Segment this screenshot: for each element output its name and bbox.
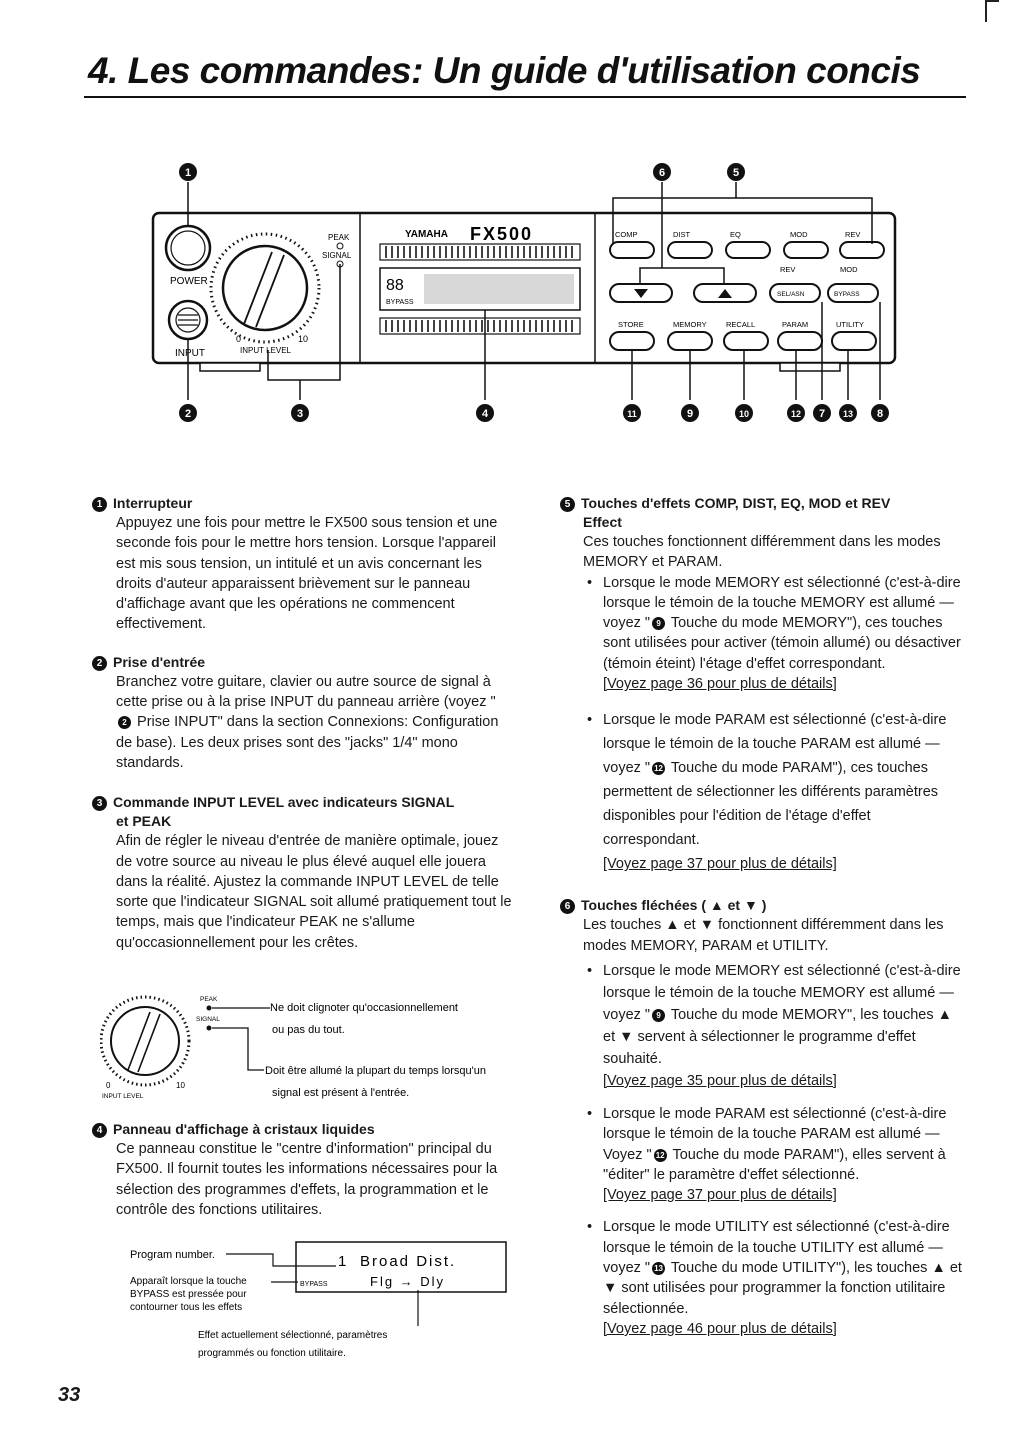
param-button <box>778 332 822 350</box>
left-column <box>92 494 512 953</box>
svg-text:BYPASS est pressée pour: BYPASS est pressée pour <box>130 1289 247 1300</box>
lcd-bypass: BYPASS <box>386 299 414 306</box>
svg-text:programmés ou fonction utilita: programmés ou fonction utilitaire. <box>198 1348 346 1359</box>
svg-text:7: 7 <box>818 408 826 420</box>
peak-led <box>337 243 343 249</box>
svg-text:0: 0 <box>236 334 242 344</box>
input-level-label: INPUT LEVEL <box>240 346 291 355</box>
svg-text:DIST: DIST <box>673 230 691 239</box>
svg-text:12: 12 <box>790 409 802 419</box>
svg-text:MOD: MOD <box>840 265 858 274</box>
svg-text:9: 9 <box>686 408 694 420</box>
power-label: POWER <box>170 276 208 287</box>
section-3: 3 Commande INPUT LEVEL avec indicateurs SIGNAL et PEAK Afin de régler le niveau d'entrée de manière optimale, jouez de votre source au niveau le plus élevé auquel elle jouera dans la réalité. Ajustez la commande INPUT LEVEL de telle sorte que l'indicateur SIGNAL soit allumé pratiquement tout le temps, mais que l'indicateur PEAK ne s'allume qu'occasionnellement pour les crêtes. <box>92 793 512 953</box>
svg-text:10: 10 <box>738 409 750 419</box>
lcd-figure <box>128 1238 518 1368</box>
peak-label: PEAK <box>328 233 350 242</box>
see-page-36[interactable]: [Voyez page 36 pour plus de détails] <box>603 676 837 693</box>
svg-text:PEAK: PEAK <box>200 996 218 1003</box>
svg-text:REV: REV <box>780 265 796 274</box>
svg-text:3: 3 <box>296 408 304 420</box>
utility-button <box>832 332 876 350</box>
page-title: 4. Les commandes: Un guide d'utilisation concis <box>88 50 921 91</box>
svg-text:2: 2 <box>184 408 192 420</box>
dist-button <box>668 242 712 258</box>
svg-text:COMP: COMP <box>615 230 638 239</box>
section-5-bullet-2: • Lorsque le mode PARAM est sélectionné (c'est-à-dire lorsque le témoin de la touche PARAM est allumé — voyez " 12 Touche du mode PARAM"), ces touches permettent de sélectionner les différents paramètres disponibles pour l'édition de l'étage d'effet correspondant. [Voyez page 37 pour plus de détails] <box>583 708 968 876</box>
section-1-body: Appuyez une fois pour mettre le FX500 sous tension et une seconde fois pour le mettre hors tension. Lorsque l'appareil est mis sous tension, un intitulé et un avis concernant les droits d'auteur apparaissent brièvement sur le panneau d'affichage avant que les opérations ne commencent effectivement. <box>116 515 498 633</box>
fx500-front-panel-diagram <box>140 160 900 430</box>
fig-peak-note-1: Ne doit clignoter qu'occasionnellement <box>270 1002 458 1014</box>
see-page-37-b[interactable]: [Voyez page 37 pour plus de détails] <box>603 1187 837 1204</box>
svg-text:8: 8 <box>876 408 884 420</box>
section-5-bullet-1: • Lorsque le mode MEMORY est sélectionné (c'est-à-dire lorsque le témoin de la touche MEMORY est allumé — voyez " 9 Touche du mode MEMORY"), ces touches sont utilisées pour activer (témoin allumé) ou désactiver (témoin éteint) l'étage d'effet correspondant. [Voyez page 36 pour plus de détails] <box>583 573 968 695</box>
eq-button <box>726 242 770 258</box>
svg-text:Flg → Dly: Flg → Dly <box>370 1274 446 1289</box>
section-6-bullet-2: • Lorsque le mode PARAM est sélectionné (c'est-à-dire lorsque le témoin de la touche PARAM est allumé — Voyez " 12 Touche du mode PARAM"), elles servent à "éditer" le paramètre d'effet sélectionné. [Voyez page 37 pour plus de détails] <box>583 1104 968 1205</box>
svg-text:SIGNAL: SIGNAL <box>196 1016 220 1023</box>
svg-text:contourner tous les effets: contourner tous les effets <box>130 1302 243 1313</box>
svg-text:0: 0 <box>106 1081 111 1090</box>
lcd-digits: 88 <box>386 277 404 294</box>
section-4: 4 Panneau d'affichage à cristaux liquides Ce panneau constitue le "centre d'information" principal du FX500. Il fournit toutes les informations nécessaires pour la sélection des programmes d'effets, la programmation et le contrôle des fonctions utilitaires. <box>92 1120 512 1220</box>
svg-text:Broad Dist.: Broad Dist. <box>360 1253 457 1270</box>
svg-text:REV: REV <box>845 230 861 239</box>
section-2: 2 Prise d'entrée Branchez votre guitare, clavier ou autre source de signal à cette prise ou à la prise INPUT du panneau arrière (voyez "2 Prise INPUT" dans la section Connexions: Configuration de base). Les deux prises sont des "jacks" 1/4" mono standards. <box>92 653 512 773</box>
svg-text:13: 13 <box>842 409 854 419</box>
input-level-figure <box>100 995 530 1105</box>
svg-text:6: 6 <box>658 167 666 179</box>
crop-mark <box>985 0 987 22</box>
svg-text:5: 5 <box>732 167 740 179</box>
see-page-37[interactable]: [Voyez page 37 pour plus de détails] <box>603 856 837 873</box>
fig-signal-note-1: Doit être allumé la plupart du temps lorsqu'un <box>265 1065 486 1077</box>
brand-label: YAMAHA <box>405 229 448 240</box>
svg-text:Effet actuellement sélectionné: Effet actuellement sélectionné, paramètres <box>198 1330 388 1341</box>
memory-button <box>668 332 712 350</box>
svg-text:EQ: EQ <box>730 230 741 239</box>
section-6-bullet-3: • Lorsque le mode UTILITY est sélectionné (c'est-à-dire lorsque le témoin de la touche UTILITY est allumé — voyez " 13 Touche du mode UTILITY"), les touches ▲ et ▼ sont utilisées pour programmer la fonction utilitaire sélectionnée. [Voyez page 46 pour plus de détails] <box>583 1217 968 1339</box>
section-2-body: Branchez votre guitare, clavier ou autre source de signal à cette prise ou à la prise INPUT du panneau arrière (voyez "2 Prise INPUT" dans la section Connexions: Configuration de base). Les deux prises sont des "jacks" 1/4" mono standards. <box>116 673 499 771</box>
section-3-body: Afin de régler le niveau d'entrée de manière optimale, jouez de votre source au niveau le plus élevé auquel elle jouera dans la réalité. Ajustez la commande INPUT LEVEL de telle sorte que l'indicateur SIGNAL soit allumé pratiquement tout le temps, mais que l'indicateur PEAK ne s'allume qu'occasionnellement pour les crêtes. <box>116 833 512 951</box>
comp-button <box>610 242 654 258</box>
svg-text:SEL/ASN: SEL/ASN <box>777 291 805 298</box>
see-page-46[interactable]: [Voyez page 46 pour plus de détails] <box>603 1320 837 1337</box>
svg-text:BYPASS: BYPASS <box>300 1281 328 1288</box>
signal-label: SIGNAL <box>322 251 352 260</box>
store-button <box>610 332 654 350</box>
svg-text:STORE: STORE <box>618 320 644 329</box>
section-1: 1 Interrupteur Appuyez une fois pour mettre le FX500 sous tension et une seconde fois pour le mettre hors tension. Lorsque l'appareil est mis sous tension, un intitulé et un avis concernant les droits d'auteur apparaissent brièvement sur le panneau d'affichage avant que les opérations ne commencent effectivement. <box>92 494 512 635</box>
svg-text:Program number.: Program number. <box>130 1249 215 1261</box>
section-6: 6 Touches fléchées ( ▲ et ▼ ) Les touches ▲ et ▼ fonctionnent différemment dans les modes MEMORY, PARAM et UTILITY. • Lorsque le mode MEMORY est sélectionné (c'est-à-dire lorsque le témoin de la touche MEMORY est allumé — voyez " 9 Touche du mode MEMORY", les touches ▲ et ▼ servent à sélectionner le programme d'effet souhaité. [Voyez page 35 pour plus de détails] • Lorsque le mode PARAM est sélectionné (c'est-à-dire lorsque le témoin de la touche PARAM est allumé — Voyez " 12 Touche du mode PARAM"), elles servent à "éditer" le paramètre d'effet sélectionné. [Voyez page 37 pour plus de détails] • Lorsque le mode UTILITY est sélectionné (c'est-à-dire lorsque le témoin de la touche UTILITY est allumé — voyez " 13 Touche du mode UTILITY"), les touches ▲ et ▼ sont utilisées pour programmer la fonction utilitaire sélectionnée. [Voyez page 46 pour plus de détails] <box>560 896 968 1339</box>
svg-text:RECALL: RECALL <box>726 320 756 329</box>
svg-text:10: 10 <box>176 1081 185 1090</box>
svg-text:UTILITY: UTILITY <box>836 320 864 329</box>
svg-text:INPUT LEVEL: INPUT LEVEL <box>102 1093 144 1100</box>
model-label: FX500 <box>470 224 534 244</box>
section-6-bullet-1: • Lorsque le mode MEMORY est sélectionné (c'est-à-dire lorsque le témoin de la touche MEMORY est allumé — voyez " 9 Touche du mode MEMORY", les touches ▲ et ▼ servent à sélectionner le programme d'effet souhaité. [Voyez page 35 pour plus de détails] <box>583 960 968 1092</box>
page-number: 33 <box>58 1384 81 1406</box>
svg-text:1: 1 <box>184 167 192 179</box>
recall-button <box>724 332 768 350</box>
input-label: INPUT <box>175 348 205 359</box>
svg-text:11: 11 <box>627 409 637 419</box>
svg-text:Apparaît lorsque la touche: Apparaît lorsque la touche <box>130 1276 247 1287</box>
title-underline <box>84 96 966 98</box>
right-column <box>560 494 968 1339</box>
svg-text:10: 10 <box>298 334 309 344</box>
svg-text:BYPASS: BYPASS <box>834 291 860 298</box>
rev-button <box>840 242 884 258</box>
svg-text:4: 4 <box>481 408 489 420</box>
input-level-dial <box>223 246 307 330</box>
see-page-35[interactable]: [Voyez page 35 pour plus de détails] <box>603 1072 837 1089</box>
fig-peak-note-2: ou pas du tout. <box>272 1024 345 1036</box>
svg-text:PARAM: PARAM <box>782 320 809 329</box>
section-5: 5 Touches d'effets COMP, DIST, EQ, MOD et REV Effect Ces touches fonctionnent différemment dans les modes MEMORY et PARAM. • Lorsque le mode MEMORY est sélectionné (c'est-à-dire lorsque le témoin de la touche MEMORY est allumé — voyez " 9 Touche du mode MEMORY"), ces touches sont utilisées pour activer (témoin allumé) ou désactiver (témoin éteint) l'étage d'effet correspondant. [Voyez page 36 pour plus de détails] • Lorsque le mode PARAM est sélectionné (c'est-à-dire lorsque le témoin de la touche PARAM est allumé — voyez " 12 Touche du mode PARAM"), ces touches permettent de sélectionner les différents paramètres disponibles pour l'édition de l'étage d'effet correspondant. [Voyez page 37 pour plus de détails] <box>560 494 968 876</box>
fig-signal-note-2: signal est présent à l'entrée. <box>272 1087 410 1099</box>
svg-text:MOD: MOD <box>790 230 808 239</box>
mod-button <box>784 242 828 258</box>
svg-text:MEMORY: MEMORY <box>673 320 707 329</box>
crop-mark-horizontal <box>985 0 999 2</box>
section-4-body: Ce panneau constitue le "centre d'information" principal du FX500. Il fournit toutes les informations nécessaires pour la sélection des programmes d'effets, la programmation et le contrôle des fonctions utilitaires. <box>116 1141 498 1218</box>
svg-text:1: 1 <box>338 1253 347 1270</box>
